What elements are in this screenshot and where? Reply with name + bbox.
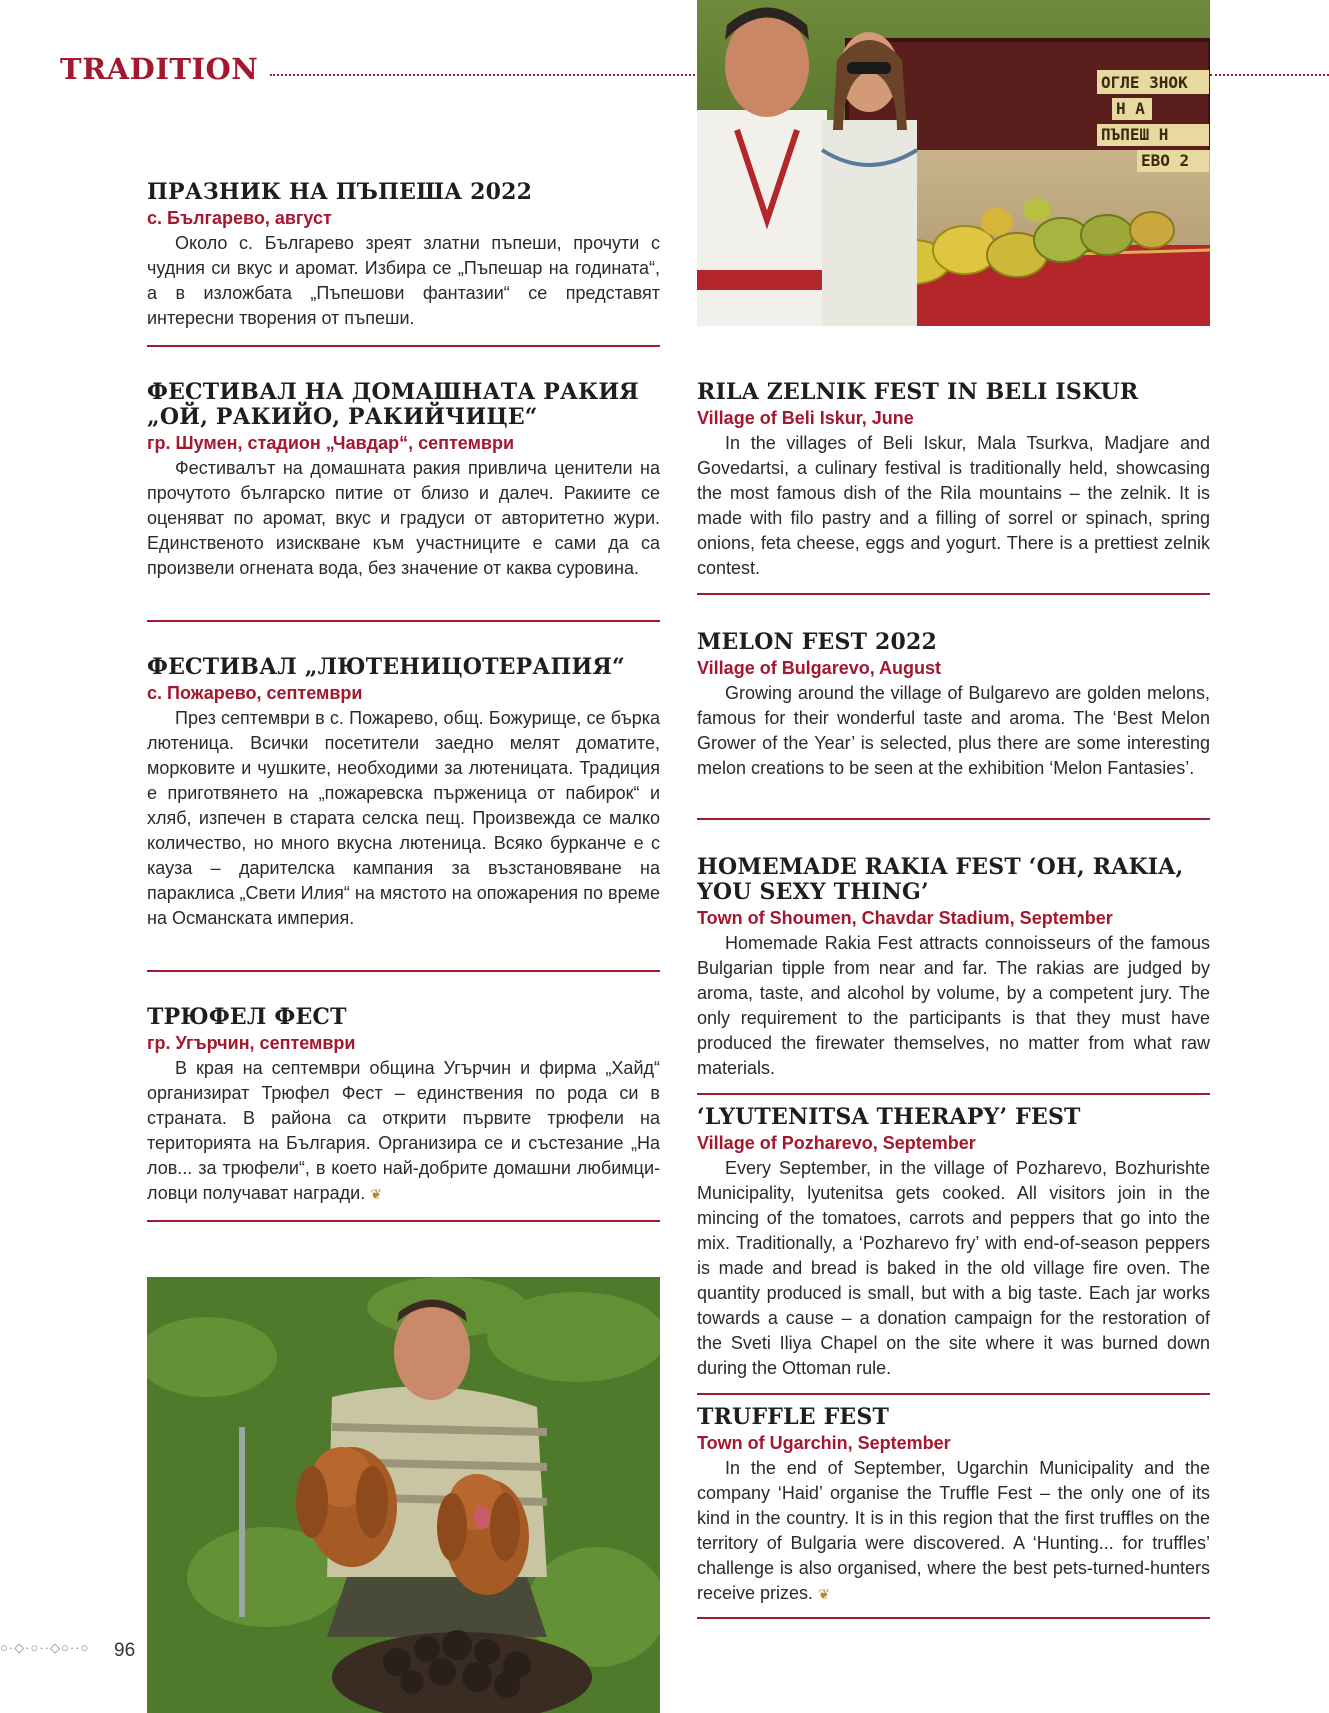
article-place: с. Пожарево, септември [147,683,363,703]
article-truffle-bg [147,1005,660,1207]
divider [147,970,660,972]
divider [147,1220,660,1222]
article-title: ПРАЗНИК НА ПЪПЕША 2022 [147,179,533,205]
article-body: Homemade Rakia Fest attracts connoisseurs of the famous Bulgarian tipple from near and far. The rakias are judged by aroma, taste, and alcohol by volume, by a competent jury. The only requirement to the participants is that they must have produced the firewater themselves, no matter from what raw materials. [697,933,1210,1078]
truffle-hunter-illustration [147,1277,660,1713]
melon-festival-photo [697,0,1210,326]
melon-festival-illustration [697,0,1210,326]
sign-row-2: Н А [1116,99,1145,118]
article-place: Village of Beli Iskur, June [697,408,914,428]
article-body: Около с. Българево зреят златни пъпеши, прочути с чудния си вкус и аромат. Избира се „Пъпешар на годината“, а в изложбата „Пъпешови фантазии“ се представят интересни творения от пъпеши. [147,233,660,328]
divider [697,1617,1210,1619]
article-place: Village of Bulgarevo, August [697,658,942,678]
article-body-text: В края на септември община Угърчин и фирма „Хайд“ организират Трюфел Фест – единствения по рода си в страната. В района са открити първите трюфели на територията на България. Организира се и състезание „На лов... за трюфели“, в което най-добрите домашни любимци-ловци получават награди. [147,1058,660,1203]
sign-row-3: ПЪПЕШ Н [1101,125,1169,144]
article-zelnik-en [697,380,1210,581]
divider [697,593,1210,595]
article-place: Village of Pozharevo, September [697,1133,976,1153]
sign-row-1: ОГЛЕ ЗНОК [1101,73,1188,92]
header-dotted-rule [270,74,695,76]
article-body [697,1456,1210,1607]
article-place: с. Българево, август [147,208,332,228]
article-place: Town of Shoumen, Chavdar Stadium, September [697,908,1113,928]
truffle-hunter-photo [147,1277,660,1713]
article-melon-bg [147,180,660,331]
article-body: Every September, in the village of Pozharevo, Bozhurishte Municipality, lyutenitsa gets cooked. All visitors join in the mincing of the tomatoes, carrots and peppers that go into the mix. Traditionally, a ‘Pozharevo fry’ with end-of-season peppers is made and bread is baked in the old village fire oven. The quantity produced is small, but with a big taste. Each jar works towards a cause – a donation campaign for the restoration of the Sveti Iliya Chapel on the site where it was burned down during the Ottoman rule. [697,1158,1210,1378]
divider [697,1393,1210,1395]
article-rakia-en [697,855,1210,1081]
article-body: Фестивалът на домашната ракия привлича ценители на прочутото българско питие от близо и далеч. Ракиите се оценяват по аромат, вкус и градуси от авторитетно жури. Единственото изискване към участниците е сами да са произвели огнената вода, без значение от каква суровина. [147,458,660,578]
article-body: In the villages of Beli Iskur, Mala Tsurkva, Madjare and Govedartsi, a culinary festival is traditionally held, showcasing the most famous dish of the Rila mountains – the zelnik. It is made with filo pastry and a filling of sorrel or spinach, spring onions, feta cheese, eggs and yogurt. There is a prettiest zelnik contest. [697,433,1210,578]
article-place: гр. Угърчин, септември [147,1033,356,1053]
divider [147,345,660,347]
article-title: ФЕСТИВАЛ НА ДОМАШНАТА РАКИЯ „ОЙ, РАКИЙО, РАКИЙЧИЦЕ“ [147,379,639,430]
sign-row-4: ЕВО 2 [1141,151,1190,170]
end-ornament-icon: ❦ [818,1586,830,1602]
divider [697,818,1210,820]
article-melon-en [697,630,1210,781]
article-body: Growing around the village of Bulgarevo are golden melons, famous for their wonderful taste and aroma. The ‘Best Melon Grower of the Year’ is selected, plus there are some interesting melon creations to be seen at the exhibition ‘Melon Fantasies’. [697,683,1210,778]
article-body [147,1056,660,1207]
article-lyutenitsa-bg [147,655,660,931]
article-title: ТРЮФЕЛ ФЕСТ [147,1004,347,1030]
article-title: HOMEMADE RAKIA FEST ‘OH, RAKIA, YOU SEXY THING’ [697,854,1184,905]
section-title: TRADITION [60,52,259,86]
divider [147,620,660,622]
article-rakia-bg [147,380,660,581]
footer-ornament-icon: ○·◇·○··◇○··○ [0,1640,90,1655]
article-title: MELON FEST 2022 [697,629,938,655]
article-title: TRUFFLE FEST [697,1404,890,1430]
end-ornament-icon: ❦ [370,1186,382,1202]
article-body: През септември в с. Пожарево, общ. Божурище, се бърка лютеница. Всички посетители заедно мелят доматите, морковите и чушките, необходими за лютеницата. Традиция е приготвянето на „пожаревска пърженица от пабирок“ и хляб, изпечен в старата селска пещ. Произвежда се малко количество, но много вкусна лютеница. Всяко бурканче е с кауза – дарителска кампания за възстановяване на параклиса „Свети Илия“ на мястото на опожарения по време на Османската империя. [147,708,660,928]
page-number: 96 [114,1640,136,1661]
article-title: ФЕСТИВАЛ „ЛЮТЕНИЦОТЕРАПИЯ“ [147,654,625,680]
article-truffle-en [697,1405,1210,1607]
article-place: гр. Шумен, стадион „Чавдар“, септември [147,433,515,453]
article-title: RILA ZELNIK FEST IN BELI ISKUR [697,379,1139,405]
article-title: ‘LYUTENITSA THERAPY’ FEST [697,1104,1081,1130]
article-body-text: In the end of September, Ugarchin Municipality and the company ‘Haid’ organise the Truffle Fest – the only one of its kind in the country. It is in this region that the first truffles on the territory of Bulgaria were discovered. A ‘Hunting... for truffles’ challenge is also organised, where the best pets-turned-hunters receive prizes. [697,1458,1210,1603]
woman-figure [822,32,917,326]
article-lyutenitsa-en [697,1105,1210,1381]
header-dotted-rule-right [1210,74,1329,76]
divider [697,1093,1210,1095]
article-place: Town of Ugarchin, September [697,1433,951,1453]
